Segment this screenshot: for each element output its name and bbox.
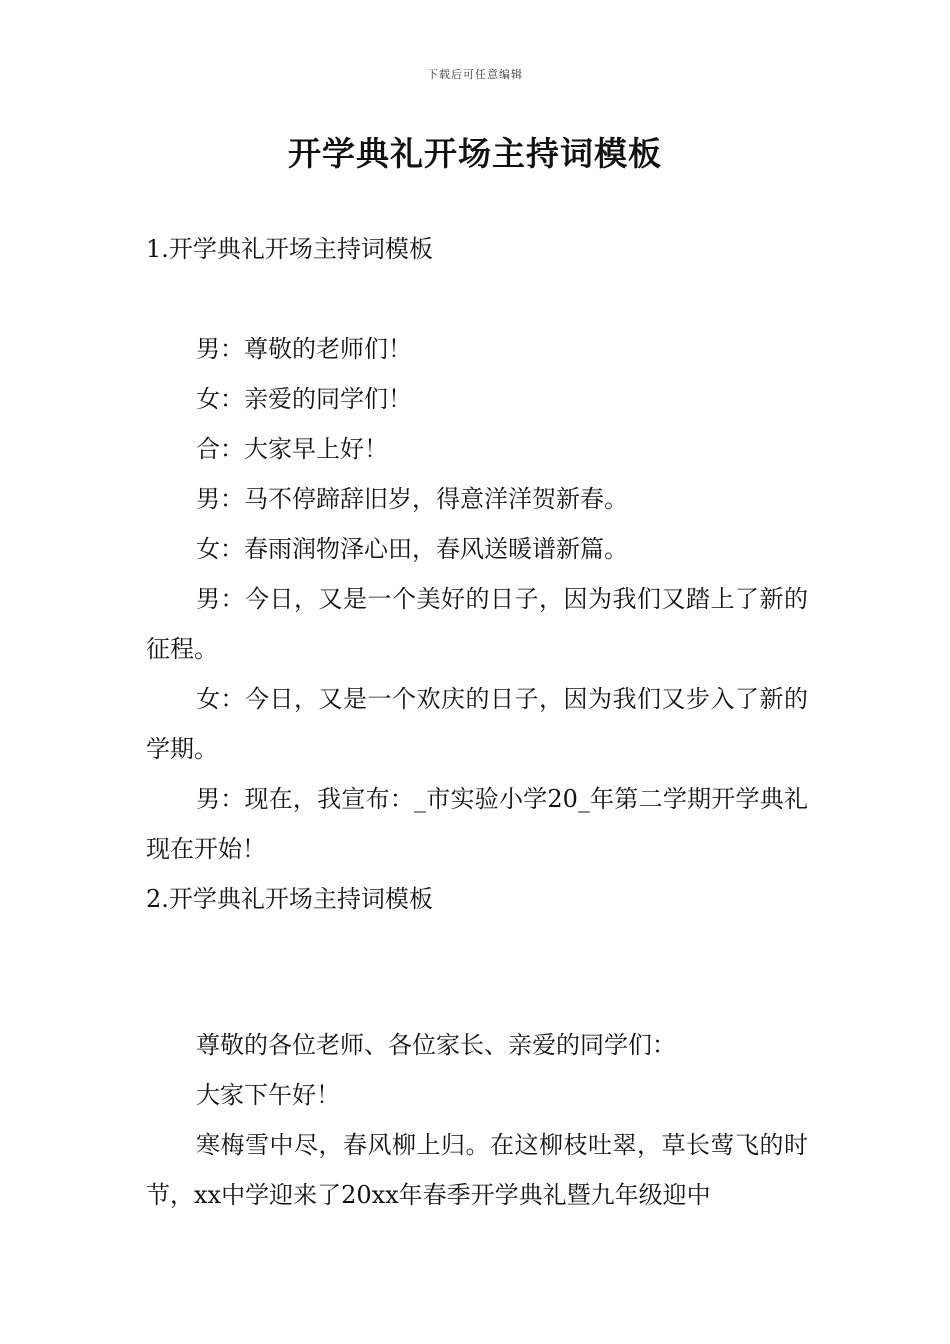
dialogue-line: 男：尊敬的老师们！ bbox=[196, 335, 412, 363]
document-title: 开学典礼开场主持词模板 bbox=[288, 134, 662, 173]
body-paragraph: 大家下午好！ bbox=[196, 1081, 340, 1109]
dialogue-line: 女：亲爱的同学们！ bbox=[196, 385, 412, 413]
dialogue-line: 男：现在，我宣布：_市实验小学20_年第二学期开学典礼现在开始！ bbox=[146, 785, 808, 863]
body-paragraph: 寒梅雪中尽，春风柳上归。在这柳枝吐翠，草长莺飞的时节，xx中学迎来了20xx年春季开学典礼暨九年级迎中 bbox=[146, 1131, 808, 1209]
dialogue-line: 男：今日，又是一个美好的日子，因为我们又踏上了新的征程。 bbox=[146, 585, 808, 663]
section-2-heading: 2.开学典礼开场主持词模板 bbox=[146, 885, 433, 913]
dialogue-line: 女：春雨润物泽心田，春风送暖谱新篇。 bbox=[196, 535, 628, 563]
section-2-body bbox=[146, 1020, 808, 1220]
dialogue-line: 合：大家早上好！ bbox=[196, 435, 388, 463]
section-1-heading: 1.开学典礼开场主持词模板 bbox=[146, 235, 433, 263]
dialogue-line: 男：马不停蹄辞旧岁，得意洋洋贺新春。 bbox=[196, 485, 628, 513]
header-note: 下载后可任意编辑 bbox=[427, 68, 523, 81]
section-1 bbox=[146, 224, 808, 274]
body-paragraph: 尊敬的各位老师、各位家长、亲爱的同学们： bbox=[196, 1031, 676, 1059]
dialogue-line: 女：今日，又是一个欢庆的日子，因为我们又步入了新的学期。 bbox=[146, 685, 808, 763]
section-1-body bbox=[146, 324, 808, 924]
